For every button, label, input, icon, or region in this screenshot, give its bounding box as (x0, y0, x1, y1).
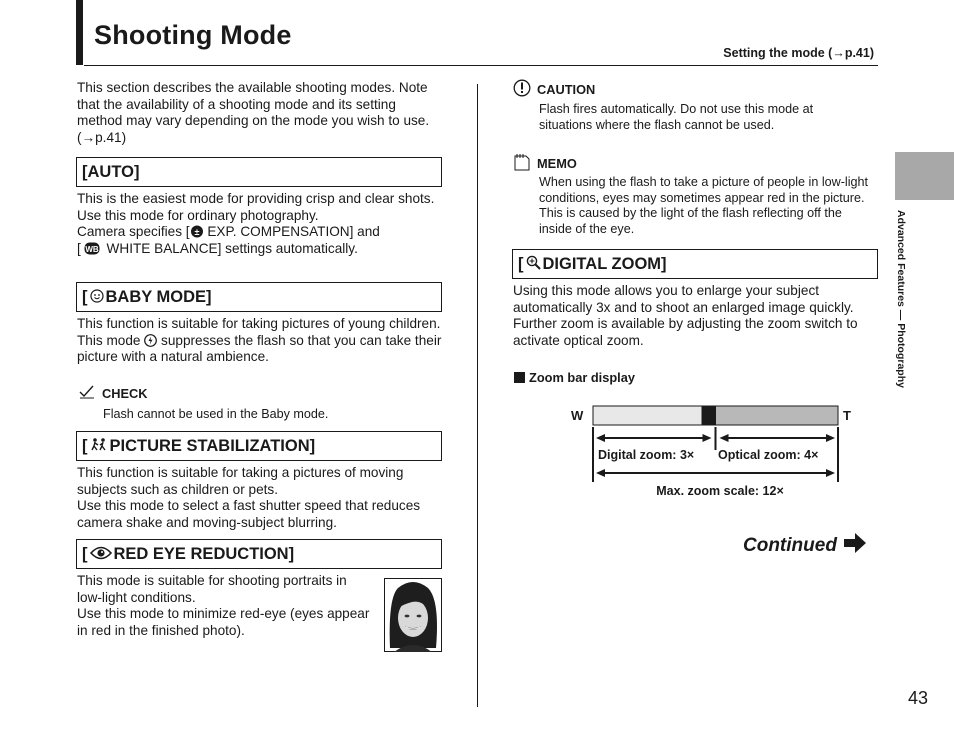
baby-heading-text: BABY MODE] (105, 287, 212, 306)
memo-pad-icon (513, 152, 531, 175)
caution-heading (513, 79, 595, 100)
max-zoom-label: Max. zoom scale: 12× (656, 484, 784, 498)
exclamation-circle-icon (513, 79, 531, 100)
memo-body: When using the flash to take a picture of people in low-light conditions, eyes may sometimes appear red in the picture. This is caused by the light of the flash reflecting off the inside of the eye. (539, 175, 869, 236)
memo-label: MEMO (537, 156, 577, 171)
baby-mode-body (77, 316, 442, 366)
caution-body: Flash fires automatically. Do not use this mode at situations where the flash cannot be used. (539, 102, 814, 132)
auto-section (77, 191, 442, 257)
flash-off-icon (144, 333, 157, 350)
section-side-text: Advanced Features — Photography (895, 210, 907, 388)
stabilization-section (77, 465, 442, 531)
eye-icon (90, 544, 112, 564)
max-zoom-arrowhead-left (596, 469, 605, 477)
zoom-w-label: W (571, 408, 584, 423)
redeye-body-1: This mode is suitable for shooting portraits in low-light conditions. (77, 573, 347, 605)
auto-line-3a: Camera specifies [ (77, 224, 190, 240)
auto-line-4 (77, 241, 442, 258)
svg-text:±: ± (194, 227, 200, 238)
auto-line-3b: EXP. COMPENSATION] and (203, 224, 380, 240)
baby-face-icon (90, 288, 104, 307)
baby-mode-heading (76, 282, 442, 312)
svg-text:WB: WB (85, 244, 99, 254)
digital-zoom-body: Using this mode allows you to enlarge your subject automatically 3x and to shoot an enlarged image quickly. Further zoom is available by adjusting the zoom switch to activate optical zoom. (513, 283, 858, 348)
baby-body-a: This function is suitable for taking pictures of young children. This mode (77, 316, 441, 348)
chapter-tab (895, 152, 954, 200)
digital-zoom-arrowhead-right (703, 434, 712, 442)
zoom-bar-title (514, 370, 635, 385)
page-title: Shooting Mode (94, 20, 292, 50)
white-balance-icon (81, 241, 103, 258)
setting-mode-reference: Setting the mode (→p.41) (723, 46, 874, 60)
digital-zoom-heading-bracket: [ (518, 254, 524, 273)
baby-heading-bracket: [ (82, 287, 88, 306)
continued-indicator (743, 532, 867, 560)
check-pencil-icon (78, 384, 96, 403)
redeye-heading-text: RED EYE REDUCTION] (113, 544, 295, 563)
red-eye-reduction-heading (76, 539, 442, 569)
digital-zoom-label: Digital zoom: 3× (598, 448, 695, 462)
auto-heading (76, 157, 442, 187)
auto-line-1: This is the easiest mode for providing crisp and clear shots. (77, 191, 435, 206)
caution-label: CAUTION (537, 82, 596, 97)
auto-line-4a: [ (77, 240, 81, 256)
auto-heading-text: [AUTO] (82, 162, 140, 181)
intro-paragraph: This section describes the available shooting modes. Note that the availability of a shooting mode and its setting method may vary depending on the mode you wish to use. (→p.41) (77, 80, 430, 145)
portrait-photo (384, 578, 442, 652)
picture-stabilization-heading (76, 431, 442, 461)
zoom-t-label: T (843, 408, 851, 423)
stabilization-heading-bracket: [ (82, 436, 88, 455)
auto-line-3 (77, 224, 442, 241)
magnifier-plus-icon (526, 255, 541, 274)
check-body: Flash cannot be used in the Baby mode. (103, 407, 329, 421)
zoom-bar-optical-segment (716, 406, 839, 425)
max-zoom-arrowhead-right (826, 469, 835, 477)
redeye-heading-bracket: [ (82, 544, 88, 563)
optical-zoom-arrowhead-left (720, 434, 729, 442)
redeye-section (77, 573, 375, 639)
title-rule (84, 65, 878, 66)
digital-zoom-arrowhead-left (596, 434, 605, 442)
zoom-bar-indicator (702, 406, 716, 425)
memo-heading (513, 152, 577, 175)
auto-line-4b: WHITE BALANCE] settings automatically. (102, 240, 358, 256)
column-divider (477, 84, 478, 707)
optical-zoom-label: Optical zoom: 4× (718, 448, 819, 462)
baby-body-b: suppresses the flash so that you can take their picture with a natural ambience. (77, 332, 442, 365)
digital-zoom-heading (512, 249, 878, 279)
stabilization-body-1: This function is suitable for taking a pictures of moving subjects such as children or pets. (77, 465, 404, 497)
stabilization-body-2: Use this mode to select a fast shutter speed that reduces camera shake and moving-subject blurring. (77, 498, 421, 530)
optical-zoom-arrowhead-right (826, 434, 835, 442)
continued-text: Continued (743, 535, 837, 556)
square-bullet-icon (514, 372, 525, 383)
digital-zoom-heading-text: DIGITAL ZOOM] (542, 254, 667, 273)
running-figures-icon (90, 437, 108, 456)
title-accent-bar (76, 0, 83, 65)
auto-line-2: Use this mode for ordinary photography. (77, 207, 319, 223)
right-arrow-icon (843, 532, 867, 560)
zoom-bar-digital-segment (593, 406, 716, 425)
check-label: CHECK (102, 386, 148, 401)
exposure-compensation-icon (190, 224, 204, 241)
stabilization-heading-text: PICTURE STABILIZATION] (109, 436, 316, 455)
page-number: 43 (908, 688, 929, 708)
section-side-label (895, 210, 913, 410)
zoom-bar-diagram (560, 398, 870, 508)
zoom-bar-title-text: Zoom bar display (529, 370, 635, 385)
check-heading (78, 384, 148, 403)
redeye-body-2: Use this mode to minimize red-eye (eyes appear in red in the finished photo). (77, 606, 370, 638)
